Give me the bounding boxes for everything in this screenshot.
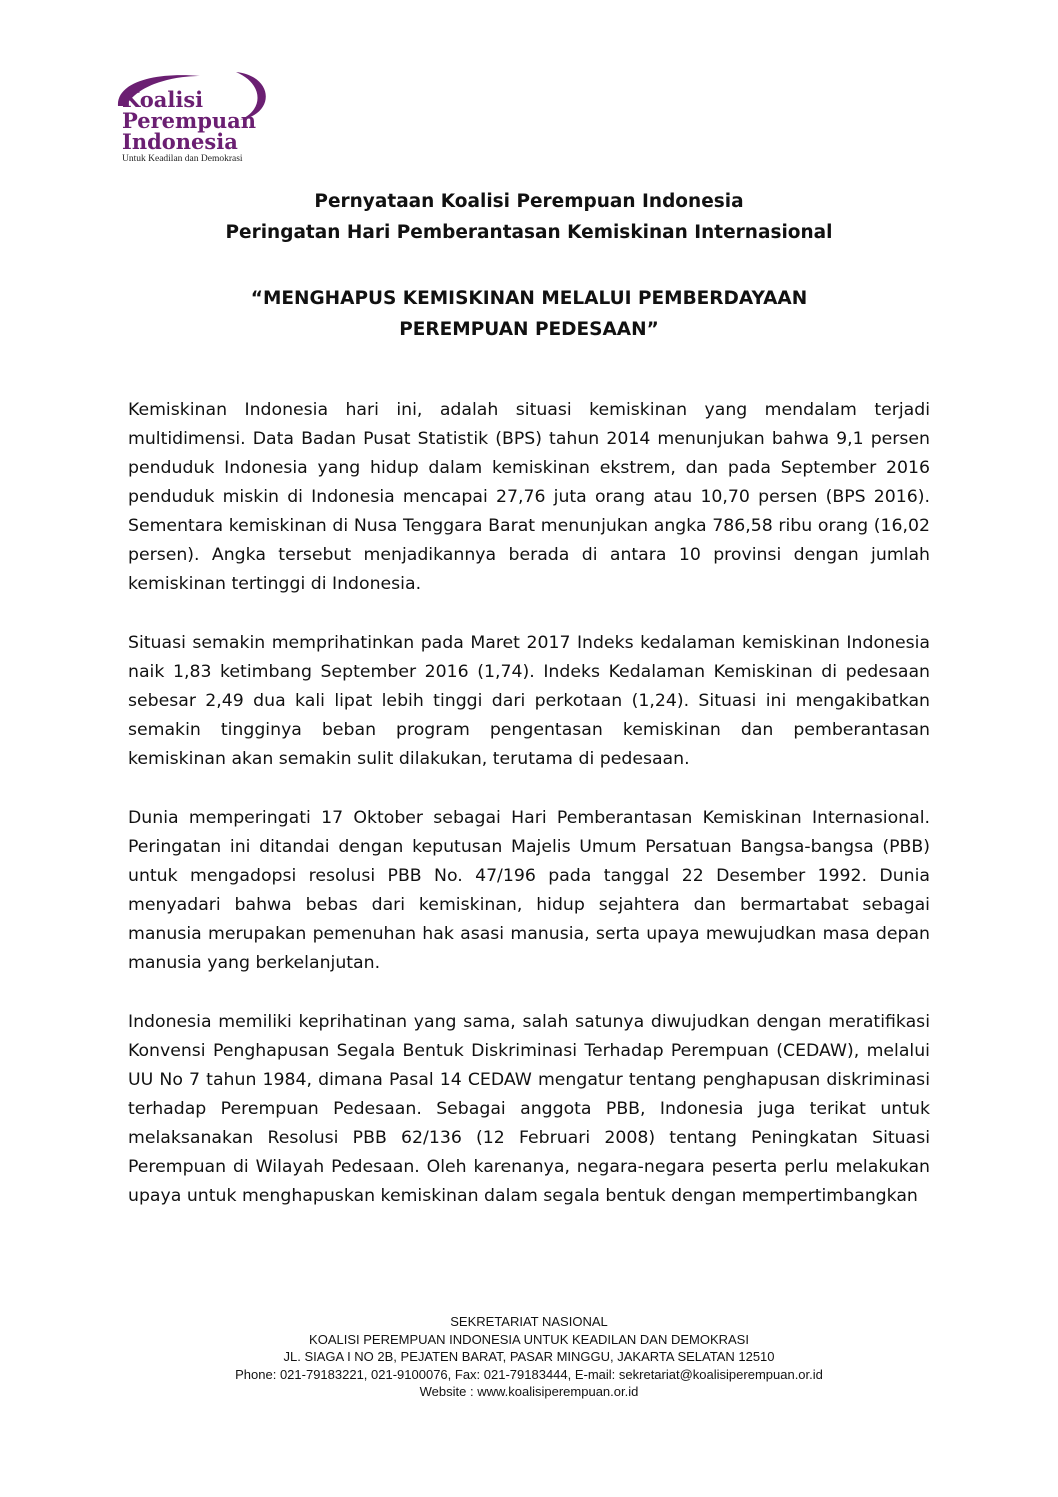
page-footer	[0, 1313, 1058, 1401]
statement-title-line-2: PEREMPUAN PEDESAAN”	[399, 319, 659, 340]
footer-contact: Phone: 021-79183221, 021-9100076, Fax: 021-79183444, E-mail: sekretariat@koalisiperempuan.or.id	[235, 1366, 823, 1382]
statement-body	[128, 396, 930, 1241]
footer-secretariat: SEKRETARIAT NASIONAL	[450, 1314, 608, 1329]
logo-text-line-2: Perempuan	[122, 108, 257, 133]
statement-title	[0, 283, 1058, 345]
statement-heading-line-1: Pernyataan Koalisi Perempuan Indonesia	[314, 191, 744, 212]
statement-heading-line-2: Peringatan Hari Pemberantasan Kemiskinan Internasional	[225, 222, 833, 243]
logo-text-line-3: Indonesia	[122, 129, 238, 154]
logo-text-line-1: Koalisi	[122, 87, 204, 112]
body-paragraph-1: Kemiskinan Indonesia hari ini, adalah situasi kemiskinan yang mendalam terjadi multidimensi. Data Badan Pusat Statistik (BPS) tahun 2014 menunjukan bahwa 9,1 persen penduduk Indonesia yang hidup dalam kemiskinan ekstrem, dan pada September 2016 penduduk miskin di Indonesia mencapai 27,76 juta orang atau 10,70 persen (BPS 2016). Sementara kemiskinan di Nusa Tenggara Barat menunjukan angka 786,58 ribu orang (16,02 persen). Angka tersebut menjadikannya berada di antara 10 provinsi dengan jumlah kemiskinan tertinggi di Indonesia.	[128, 400, 930, 594]
body-paragraph-4: Indonesia memiliki keprihatinan yang sama, salah satunya diwujudkan dengan meratifikasi Konvensi Penghapusan Segala Bentuk Diskriminasi Terhadap Perempuan (CEDAW), melalui UU No 7 tahun 1984, dimana Pasal 14 CEDAW mengatur tentang penghapusan diskriminasi terhadap Perempuan Pedesaan. Sebagai anggota PBB, Indonesia juga terikat untuk melaksanakan Resolusi PBB 62/136 (12 Februari 2008) tentang Peningkatan Situasi Perempuan di Wilayah Pedesaan. Oleh karenanya, negara-negara peserta perlu melakukan upaya untuk menghapuskan kemiskinan dalam segala bentuk dengan mempertimbangkan	[128, 1012, 930, 1206]
body-paragraph-2: Situasi semakin memprihatinkan pada Maret 2017 Indeks kedalaman kemiskinan Indonesia naik 1,83 ketimbang September 2016 (1,74). Indeks Kedalaman Kemiskinan di pedesaan sebesar 2,49 dua kali lipat lebih tinggi dari perkotaan (1,24). Situasi ini mengakibatkan semakin tingginya beban program pengentasan kemiskinan dan pemberantasan kemiskinan akan semakin sulit dilakukan, terutama di pedesaan.	[128, 633, 930, 769]
logo-tagline: Untuk Keadilan dan Demokrasi	[122, 154, 243, 164]
body-paragraph-3: Dunia memperingati 17 Oktober sebagai Hari Pemberantasan Kemiskinan Internasional. Peringatan ini ditandai dengan keputusan Majelis Umum Persatuan Bangsa-bangsa (PBB) untuk mengadopsi resolusi PBB No. 47/196 pada tanggal 22 Desember 1992. Dunia menyadari bahwa bebas dari kemiskinan, hidup sejahtera dan bermartabat sebagai manusia merupakan pemenuhan hak asasi manusia, serta upaya mewujudkan masa depan manusia yang berkelanjutan.	[128, 808, 930, 973]
statement-heading	[0, 186, 1058, 248]
organization-logo	[104, 70, 294, 170]
footer-organization: KOALISI PEREMPUAN INDONESIA UNTUK KEADILAN DAN DEMOKRASI	[309, 1331, 749, 1347]
statement-title-line-1: “MENGHAPUS KEMISKINAN MELALUI PEMBERDAYAAN	[250, 288, 808, 309]
footer-address: JL. SIAGA I NO 2B, PEJATEN BARAT, PASAR MINGGU, JAKARTA SELATAN 12510	[283, 1349, 775, 1364]
footer-website: Website : www.koalisiperempuan.or.id	[419, 1384, 639, 1399]
